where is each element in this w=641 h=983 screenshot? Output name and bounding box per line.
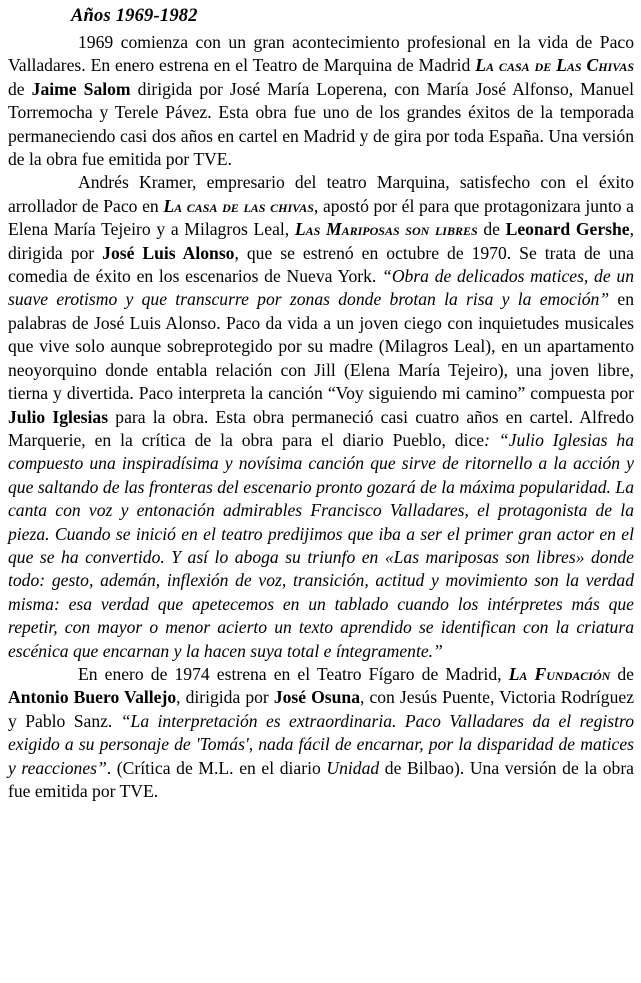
document-page <box>8 0 634 803</box>
styled-text-run: La Fundación <box>508 663 611 684</box>
text-run: en palabras de José Luis Alonso. Paco da vida a un joven ciego con inquietudes musicales que vive solo aunque sobreprotegido por su madre (Milagros Leal), en un apartamento neoyorquino donde entabla relación con Jill (Elena María Tejeiro), una joven libre, tierna y divertida. Paco interpreta la canción “Voy siguiendo mi camino” compuesta por <box>8 289 634 404</box>
styled-text-run: : “Julio Iglesias ha compuesto una inspiradísima y novísima canción que sirve de ritornello a la acción y que saltando de las fronteras del escenario pronto gozará de la máxima popularidad. La canta con voz y entonación admirables Francisco Valladares, el protagonista de la pieza. Cuando se inició en el teatro predijimos que iba a ser el primer gran actor en el que se ha convertido. Y así lo aboga su triunfo en «Las mariposas son libres» donde todo: gesto, ademán, inflexión de voz, transición, actitud y movimiento son la verdad misma: esa verdad que apetecemos en un tablado cuando los intérpretes más que repetir, con mayor o menor acierto un texto aprendido se identifican con la criatura escénica que encarnan y la hacen suya total e íntegramente.” <box>8 429 635 661</box>
styled-text-run: Antonio Buero Vallejo <box>8 687 177 708</box>
text-run: , con Jesús Puente, Victoria Rodríguez y Pablo Sanz. <box>8 687 634 731</box>
text-run: de <box>610 663 634 684</box>
styled-text-run: José Luis Alonso <box>102 242 235 263</box>
styled-text-run: Las Mariposas son libres <box>294 219 478 240</box>
text-run: 1969 comienza con un gran acontecimiento profesional en la vida de Paco Valladares. En enero estrena en el Teatro de Marquina de Madrid <box>8 32 634 76</box>
text-run: , que se estrenó en octubre de 1970. Se trata de una comedia de éxito en los escenarios de Nueva York. <box>8 242 634 287</box>
text-run: . (Crítica de M.L. en el diario <box>106 757 327 778</box>
styled-text-run: Julio Iglesias <box>8 406 109 427</box>
text-run: de <box>8 78 32 99</box>
section-heading: Años 1969-1982 <box>71 6 198 26</box>
text-run: En enero de 1974 estrena en el Teatro Fígaro de Madrid, <box>78 663 509 684</box>
text-run: Andrés Kramer, empresario del teatro Marquina, satisfecho con el éxito arrollador de Paco en <box>8 172 634 216</box>
text-run: dirigida por José María Loperena, con María José Alfonso, Manuel Torremocha y Terele Pávez. Esta obra fue uno de los grandes éxitos de la temporada permaneciendo casi dos años en cartel en Madrid y de gira por toda España. Una versión de la obra fue emitida por TVE. <box>8 78 634 170</box>
styled-text-run: José Osuna <box>273 687 361 708</box>
text-run: para la obra. Esta obra permaneció casi cuatro años en cartel. Alfredo Marquerie, en la crítica de la obra para el diario Pueblo, dice <box>8 406 634 450</box>
text-run: , dirigida por <box>176 687 274 708</box>
styled-text-run: Unidad <box>326 757 380 778</box>
styled-text-run: “Obra de delicados matices, de un suave erotismo y que transcurre por zonas donde brotan la risa y la emoción” <box>8 266 634 310</box>
paragraph <box>8 171 634 663</box>
paragraph <box>8 31 634 171</box>
paragraph <box>8 663 634 803</box>
styled-text-run: La casa de las chivas <box>163 195 314 216</box>
body-text <box>8 31 634 803</box>
text-run: , dirigida por <box>8 219 634 263</box>
styled-text-run: Leonard Gershe <box>505 219 630 240</box>
text-run: de Bilbao). Una versión de la obra fue emitida por TVE. <box>8 757 634 801</box>
styled-text-run: Jaime Salom <box>31 78 131 99</box>
text-run: de <box>477 219 506 240</box>
styled-text-run: La casa de Las Chivas <box>475 55 634 76</box>
styled-text-run: “La interpretación es extraordinaria. Paco Valladares da el registro exigido a su personaje de 'Tomás', nada fácil de encarnar, por la disparidad de matices y reacciones” <box>8 710 634 778</box>
text-run: , apostó por él para que protagonizara junto a Elena María Tejeiro y a Milagros Leal, <box>8 195 634 240</box>
